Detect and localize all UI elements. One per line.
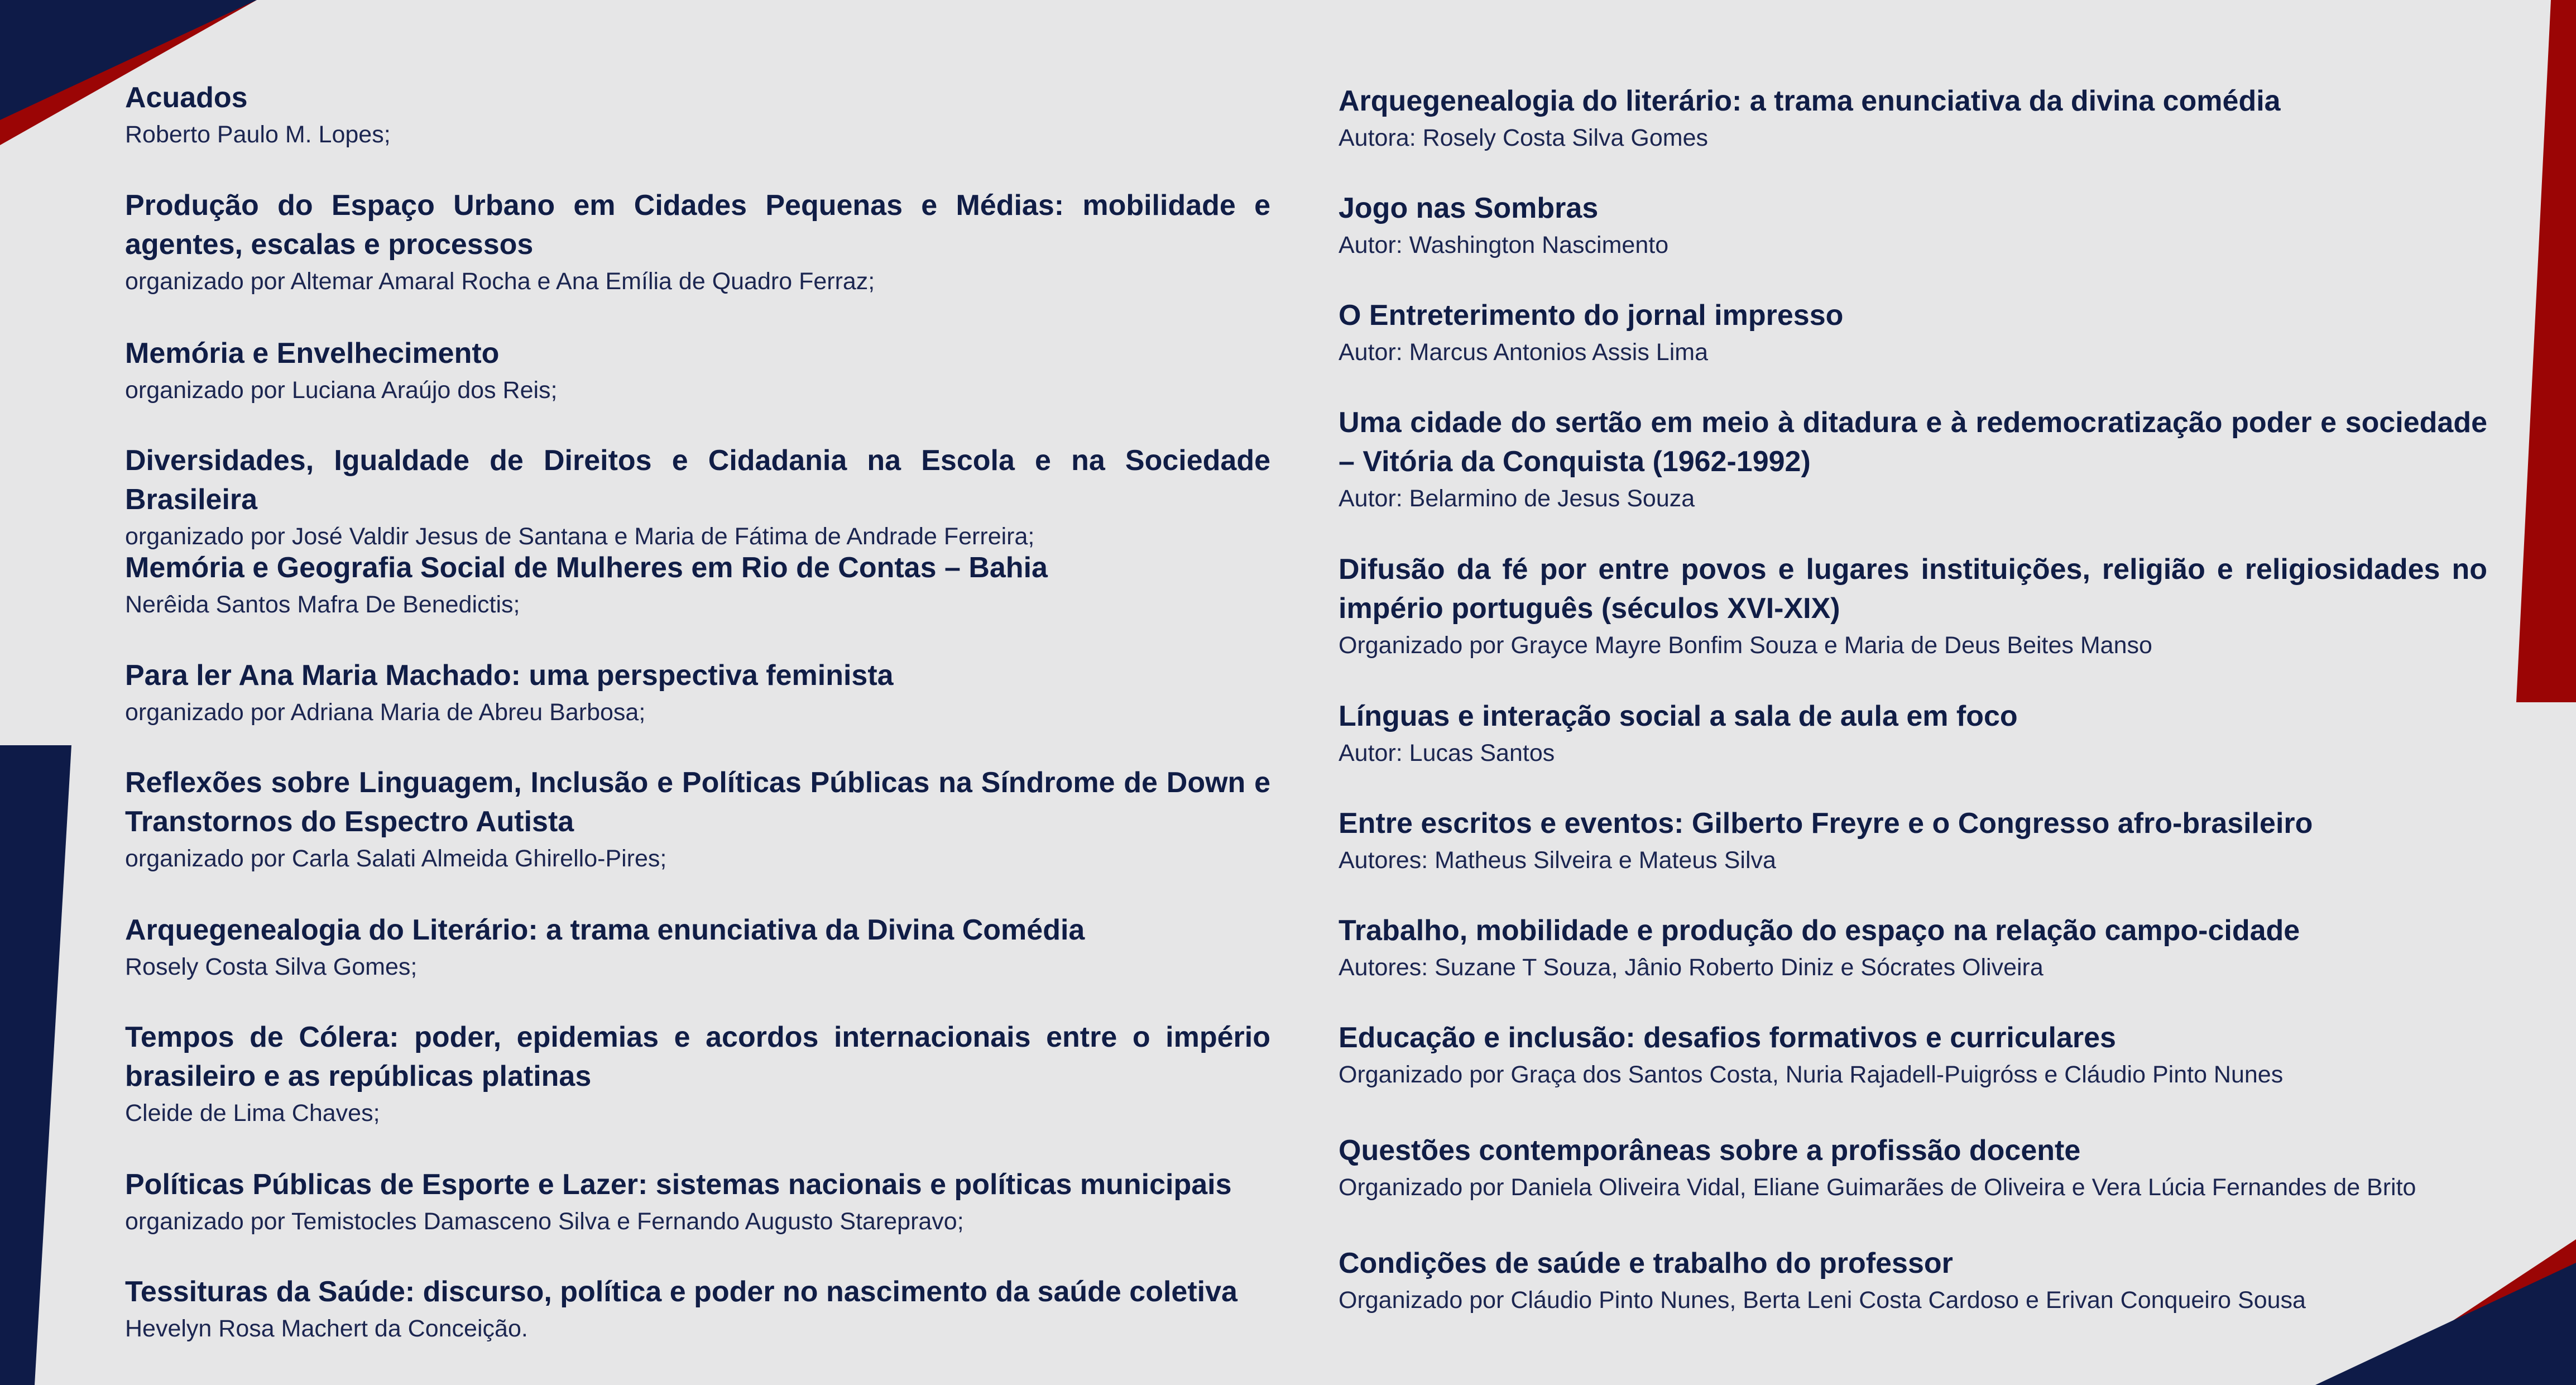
publication-entry: [125, 1018, 1270, 1129]
publication-entry: [1339, 403, 2487, 515]
publication-title: Memória e Geografia Social de Mulheres em Rio de Contas – Bahia: [125, 552, 1048, 584]
publication-credit: Autores: Suzane T Souza, Jânio Roberto Diniz e Sócrates Oliveira: [1339, 954, 2043, 981]
publication-entry: [125, 763, 1270, 875]
publication-title: Uma cidade do sertão em meio à ditadura e à redemocratização poder e sociedade – Vitória da Conquista (1962-1992): [1339, 406, 2487, 478]
publication-title: Políticas Públicas de Esporte e Lazer: sistemas nacionais e políticas municipais: [125, 1168, 1232, 1201]
publication-credit: Organizado por Grayce Mayre Bonfim Souza e Maria de Deus Beites Manso: [1339, 632, 2152, 659]
publication-title: Para ler Ana Maria Machado: uma perspectiva feminista: [125, 659, 894, 692]
publication-credit: Cleide de Lima Chaves;: [125, 1100, 380, 1127]
publication-entry: [125, 548, 1270, 621]
publication-entry: [125, 1165, 1270, 1238]
publication-title: Condições de saúde e trabalho do professor: [1339, 1247, 1953, 1279]
publication-credit: Autor: Lucas Santos: [1339, 740, 1555, 766]
publication-title: Educação e inclusão: desafios formativos e curriculares: [1339, 1022, 2116, 1054]
publication-title: Trabalho, mobilidade e produção do espaço na relação campo-cidade: [1339, 914, 2300, 947]
publication-title: Questões contemporâneas sobre a profissão docente: [1339, 1134, 2081, 1167]
publication-entry: [1339, 189, 2487, 261]
publication-entry: [125, 78, 1270, 151]
publication-title: Tempos de Cólera: poder, epidemias e acordos internacionais entre o império brasileiro e as repúblicas platinas: [125, 1021, 1270, 1092]
right-red-band: [2516, 0, 2576, 702]
publication-credit: organizado por Carla Salati Almeida Ghirello-Pires;: [125, 845, 667, 872]
publication-title: Diversidades, Igualdade de Direitos e Cidadania na Escola e na Sociedade Brasileira: [125, 444, 1270, 516]
publication-title: Reflexões sobre Linguagem, Inclusão e Políticas Públicas na Síndrome de Down e Transtornos do Espectro Autista: [125, 766, 1270, 838]
publication-credit: Hevelyn Rosa Machert da Conceição.: [125, 1315, 528, 1342]
publication-title: Tessituras da Saúde: discurso, política e poder no nascimento da saúde coletiva: [125, 1276, 1237, 1308]
publication-credit: Autor: Washington Nascimento: [1339, 232, 1669, 258]
publication-entry: [1339, 697, 2487, 769]
publication-credit: Rosely Costa Silva Gomes;: [125, 953, 418, 980]
publication-credit: organizado por José Valdir Jesus de Santana e Maria de Fátima de Andrade Ferreira;: [125, 523, 1035, 550]
publication-title: Memória e Envelhecimento: [125, 337, 500, 370]
publication-entry: [125, 910, 1270, 983]
publication-entry: [125, 186, 1270, 298]
publication-credit: Roberto Paulo M. Lopes;: [125, 121, 391, 148]
publication-credit: Autores: Matheus Silveira e Mateus Silva: [1339, 847, 1776, 874]
publication-credit: organizado por Adriana Maria de Abreu Barbosa;: [125, 699, 646, 726]
publication-title: Difusão da fé por entre povos e lugares instituições, religião e religiosidades no império português (séculos XVI-XIX): [1339, 553, 2487, 625]
publication-credit: Autor: Belarmino de Jesus Souza: [1339, 485, 1695, 512]
publication-entry: [1339, 1018, 2487, 1091]
publication-entry: [1339, 296, 2487, 368]
publication-title: Entre escritos e eventos: Gilberto Freyre e o Congresso afro-brasileiro: [1339, 807, 2313, 840]
publication-title: Arquegenealogia do Literário: a trama enunciativa da Divina Comédia: [125, 914, 1085, 946]
publication-title: O Entreterimento do jornal impresso: [1339, 299, 1844, 332]
publication-entry: [125, 441, 1270, 553]
publication-title: Línguas e interação social a sala de aula em foco: [1339, 700, 2018, 732]
publication-title: Jogo nas Sombras: [1339, 192, 1599, 224]
publication-title: Produção do Espaço Urbano em Cidades Pequenas e Médias: mobilidade e agentes, escalas e processos: [125, 189, 1270, 261]
publication-credit: Organizado por Graça dos Santos Costa, Nuria Rajadell-Puigróss e Cláudio Pinto Nunes: [1339, 1061, 2284, 1088]
publication-credit: Organizado por Daniela Oliveira Vidal, Eliane Guimarães de Oliveira e Vera Lúcia Fernandes de Brito: [1339, 1174, 2416, 1201]
publication-entry: [125, 656, 1270, 729]
publication-credit: Autora: Rosely Costa Silva Gomes: [1339, 124, 1708, 151]
publication-title: Acuados: [125, 82, 248, 114]
publication-credit: organizado por Luciana Araújo dos Reis;: [125, 377, 558, 404]
publication-entry: [1339, 82, 2487, 154]
left-navy-band: [0, 745, 71, 1385]
publication-entry: [1339, 550, 2487, 662]
publication-title: Arquegenealogia do literário: a trama enunciativa da divina comédia: [1339, 85, 2281, 117]
publication-credit: Organizado por Cláudio Pinto Nunes, Berta Leni Costa Cardoso e Erivan Conqueiro Sousa: [1339, 1287, 2306, 1314]
publication-entry: [1339, 804, 2487, 876]
publication-entry: [1339, 1131, 2487, 1204]
publication-credit: organizado por Altemar Amaral Rocha e Ana Emília de Quadro Ferraz;: [125, 268, 875, 295]
publication-entry: [125, 1272, 1270, 1345]
publication-entry: [1339, 1244, 2487, 1316]
publication-credit: organizado por Temistocles Damasceno Silva e Fernando Augusto Starepravo;: [125, 1208, 964, 1235]
publication-credit: Autor: Marcus Antonios Assis Lima: [1339, 339, 1709, 366]
publication-credit: Nerêida Santos Mafra De Benedictis;: [125, 591, 520, 618]
publication-entry: [125, 334, 1270, 406]
publication-entry: [1339, 911, 2487, 984]
